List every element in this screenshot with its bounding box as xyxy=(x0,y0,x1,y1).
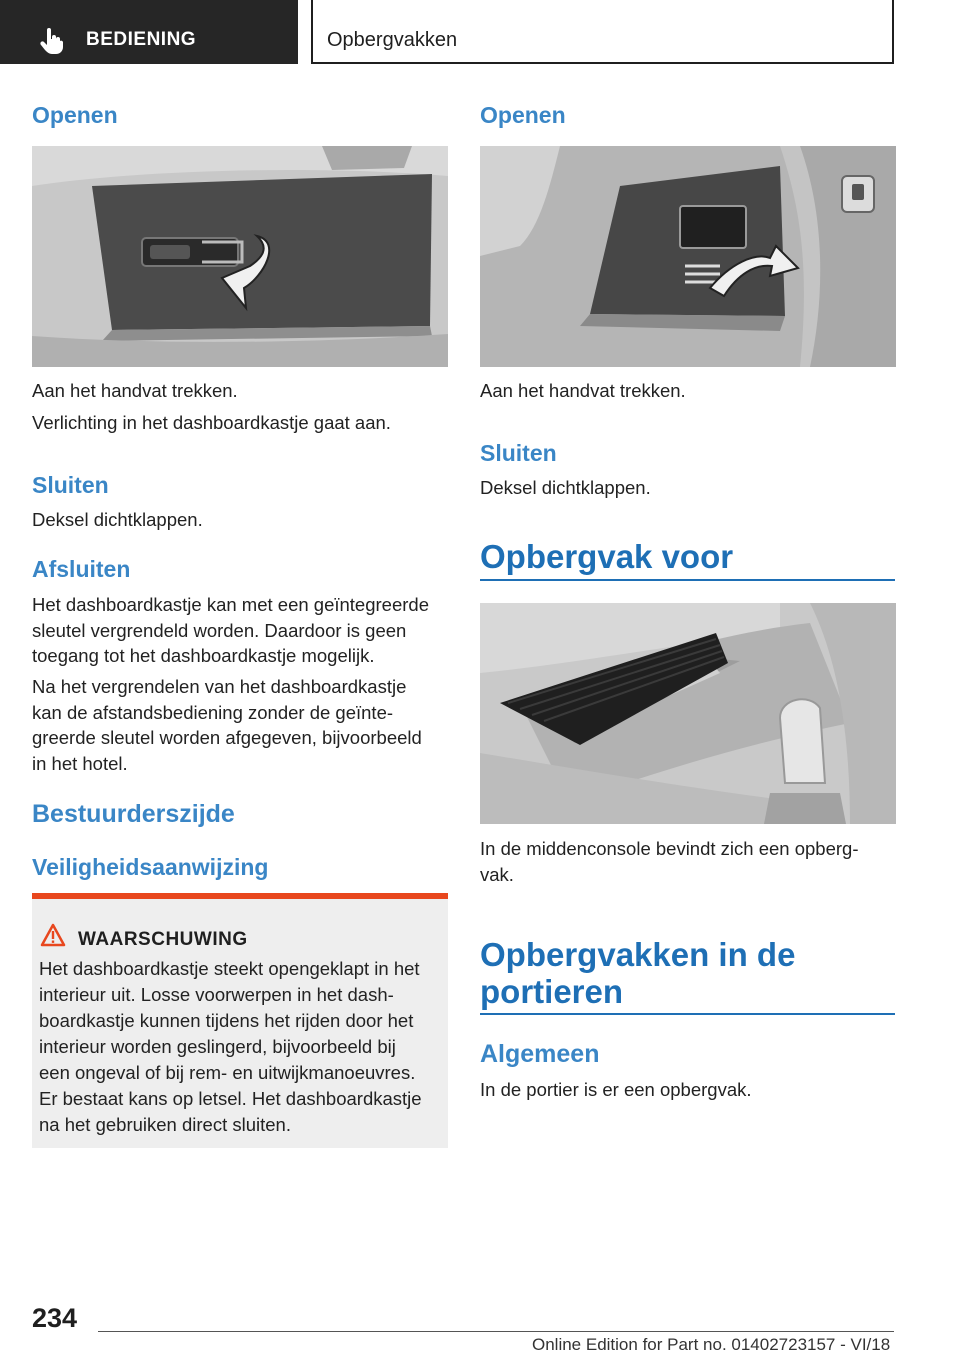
header-section-tab xyxy=(0,0,298,64)
sluiten-heading-left: Sluiten xyxy=(32,472,109,498)
warning-title: WAARSCHUWING xyxy=(78,929,248,950)
driver-compartment-illustration xyxy=(480,146,896,367)
page-number: 234 xyxy=(32,1303,78,1333)
warning-box xyxy=(32,893,448,1148)
afsluiten-line: greerde sleutel worden afgegeven, bijvoorbeeld xyxy=(32,727,422,748)
warning-line: na het gebruiken direct sluiten. xyxy=(39,1114,291,1135)
openen-text-2: Verlichting in het dashboardkastje gaat aan. xyxy=(32,412,391,433)
opbergvak-voor-title: Opbergvak voor xyxy=(480,538,734,575)
portieren-title-line: portieren xyxy=(480,973,624,1010)
sluiten-text-right: Deksel dichtklappen. xyxy=(480,477,651,498)
header-chapter-box xyxy=(311,0,894,64)
center-console-illustration xyxy=(480,603,896,824)
warning-text xyxy=(39,956,444,1138)
header-section-label: BEDIENING xyxy=(86,29,197,50)
afsluiten-paragraph-1 xyxy=(32,592,448,669)
title-rule xyxy=(480,1013,895,1015)
openen-text-right: Aan het handvat trekken. xyxy=(480,380,686,401)
title-rule xyxy=(480,579,895,581)
glovebox-illustration xyxy=(32,146,448,367)
bestuurderszijde-heading: Bestuurderszijde xyxy=(32,800,235,828)
sluiten-text-left: Deksel dichtklappen. xyxy=(32,509,203,530)
afsluiten-line: Na het vergrendelen van het dashboardkastje xyxy=(32,676,407,697)
warning-line: boardkastje kunnen tijdens het rijden door het xyxy=(39,1010,414,1031)
openen-text-1: Aan het handvat trekken. xyxy=(32,380,238,401)
afsluiten-line: kan de afstandsbediening zonder de geïnte- xyxy=(32,701,394,723)
warning-line: interieur uit. Losse voorwerpen in het dash- xyxy=(39,984,394,1005)
hand-pointer-icon xyxy=(40,28,64,54)
afsluiten-paragraph-2 xyxy=(32,674,448,776)
veiligheidsaanwijzing-heading: Veiligheidsaanwijzing xyxy=(32,854,269,880)
voor-line: vak. xyxy=(480,863,514,885)
header-chapter-label: Opbergvakken xyxy=(327,29,458,51)
voor-paragraph xyxy=(480,836,896,887)
afsluiten-line: in het hotel. xyxy=(32,752,128,774)
sluiten-heading-right: Sluiten xyxy=(480,440,557,466)
warning-triangle-icon xyxy=(40,923,66,947)
afsluiten-line: toegang tot het dashboardkastje mogelijk. xyxy=(32,645,375,666)
portieren-title-line: Opbergvakken in de xyxy=(480,936,796,973)
warning-line: interieur worden geslingerd, bijvoorbeeld bij xyxy=(39,1036,396,1057)
warning-line: Het dashboardkastje steekt opengeklapt in het xyxy=(39,958,420,979)
algemeen-heading: Algemeen xyxy=(480,1040,600,1068)
openen-heading-left: Openen xyxy=(32,102,118,128)
portieren-title xyxy=(480,936,795,1010)
algemeen-text: In de portier is er een opbergvak. xyxy=(480,1079,752,1100)
warning-line: een ongeval of bij rem- en uitwijkmanoeuvres. xyxy=(39,1062,416,1083)
afsluiten-line: sleutel vergrendeld worden. Daardoor is geen xyxy=(32,619,407,641)
warning-line: Er bestaat kans op letsel. Het dashboardkastje xyxy=(39,1088,422,1109)
footer-edition: Online Edition for Part no. 01402723157 - VI/18 xyxy=(532,1335,891,1354)
afsluiten-line: Het dashboardkastje kan met een geïntegreerde xyxy=(32,594,429,615)
voor-line: In de middenconsole bevindt zich een opberg- xyxy=(480,838,859,859)
openen-heading-right: Openen xyxy=(480,102,566,128)
footer-rule xyxy=(98,1331,894,1332)
afsluiten-heading: Afsluiten xyxy=(32,556,131,582)
